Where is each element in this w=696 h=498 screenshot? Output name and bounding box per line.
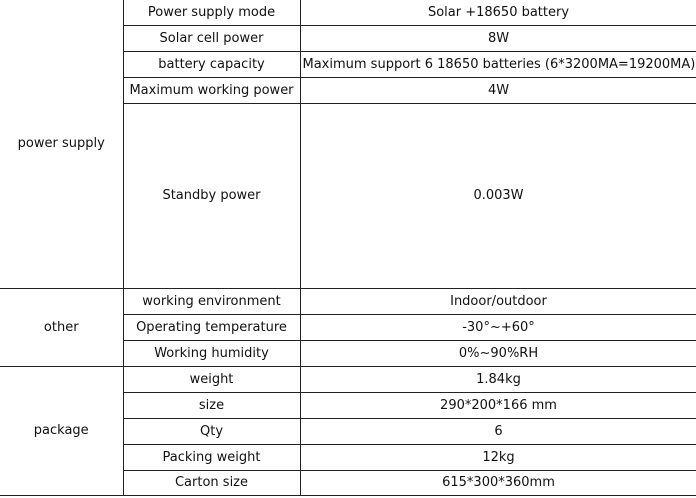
row-value: 4W	[300, 78, 696, 104]
row-value: 8W	[300, 26, 696, 52]
row-label: Solar cell power	[123, 26, 300, 52]
row-label: Qty	[123, 419, 300, 445]
row-label: Packing weight	[123, 445, 300, 471]
table-row	[0, 289, 696, 315]
row-label: working environment	[123, 289, 300, 315]
row-label: size	[123, 393, 300, 419]
row-label: weight	[123, 367, 300, 393]
group-package: package	[0, 367, 123, 496]
row-value: 0.003W	[300, 104, 696, 289]
row-value: 0%~90%RH	[300, 341, 696, 367]
group-other: other	[0, 289, 123, 367]
row-value: Maximum support 6 18650 batteries (6*3200MA=19200MA)	[300, 52, 696, 78]
table-row	[0, 0, 696, 26]
row-value: 1.84kg	[300, 367, 696, 393]
group-power-supply: power supply	[0, 0, 123, 289]
row-label: Working humidity	[123, 341, 300, 367]
row-value: 12kg	[300, 445, 696, 471]
row-value: Indoor/outdoor	[300, 289, 696, 315]
row-label: Maximum working power	[123, 78, 300, 104]
row-label: Carton size	[123, 471, 300, 496]
row-value: Solar +18650 battery	[300, 0, 696, 26]
row-value: 615*300*360mm	[300, 471, 696, 496]
row-value: -30°~+60°	[300, 315, 696, 341]
row-value: 290*200*166 mm	[300, 393, 696, 419]
row-value: 6	[300, 419, 696, 445]
table-row	[0, 367, 696, 393]
row-label: Operating temperature	[123, 315, 300, 341]
row-label: battery capacity	[123, 52, 300, 78]
row-label: Standby power	[123, 104, 300, 289]
row-label: Power supply mode	[123, 0, 300, 26]
